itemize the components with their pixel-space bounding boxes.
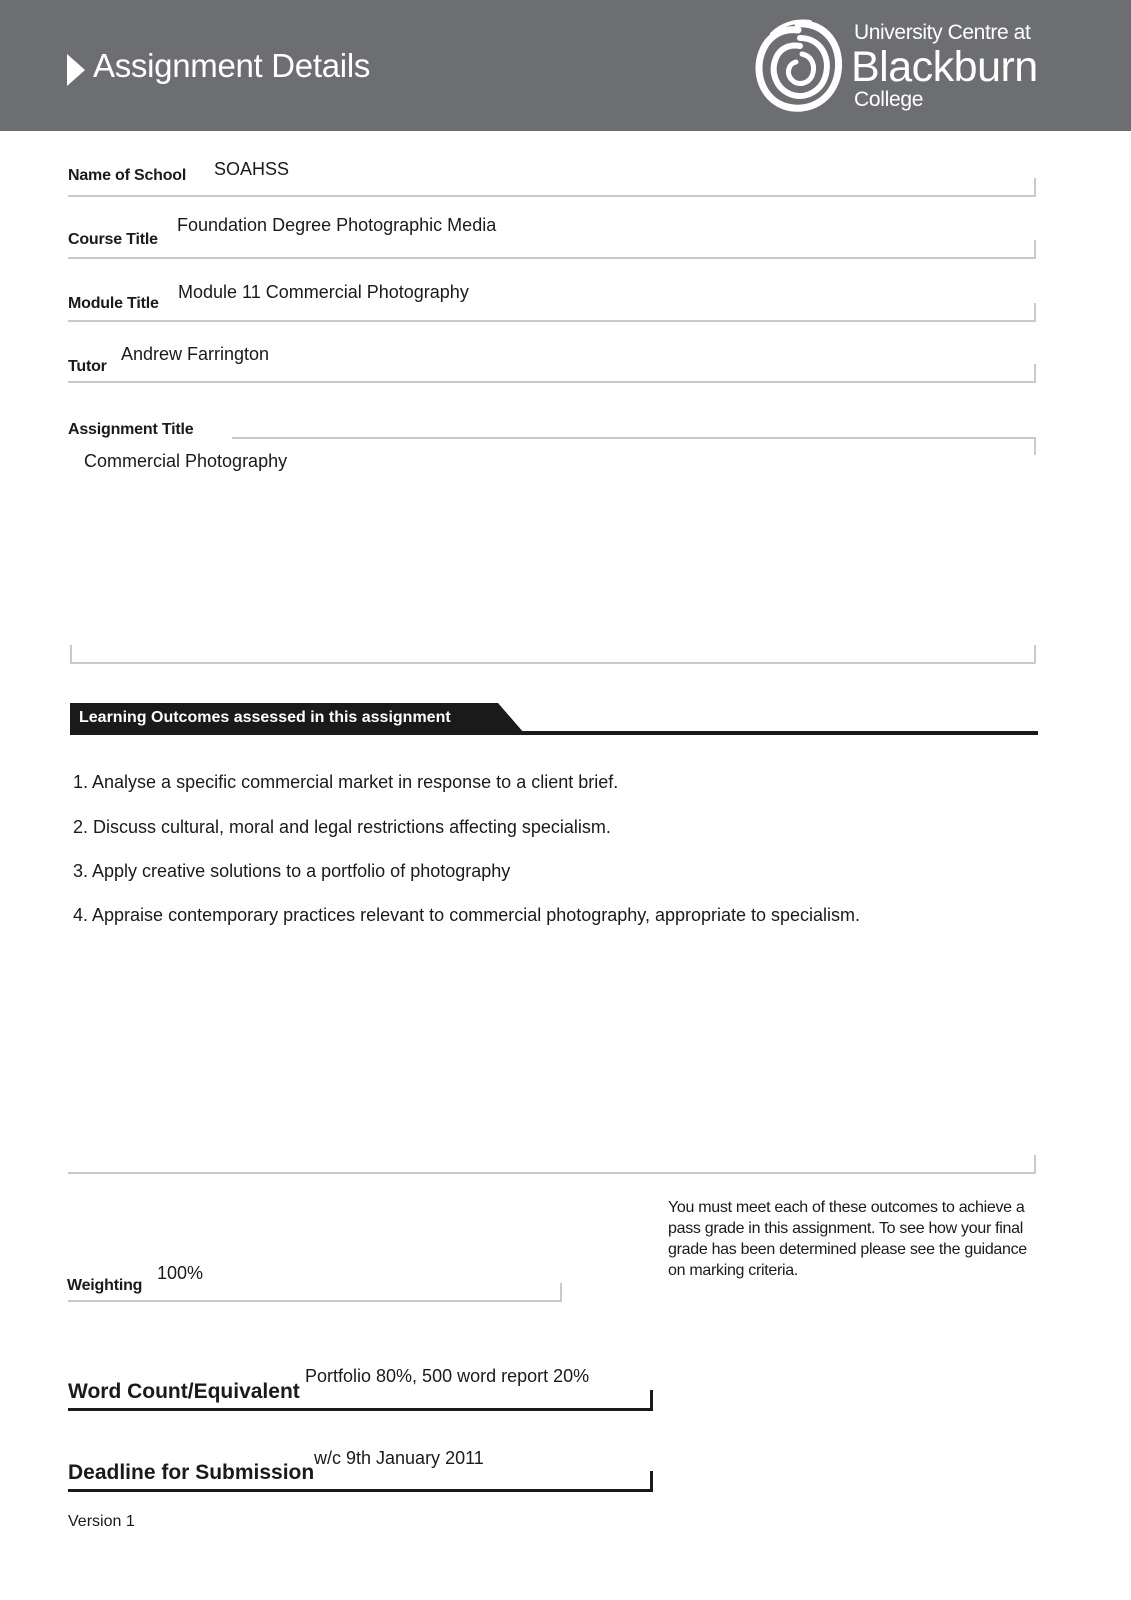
tutor-underline-end xyxy=(1034,364,1036,382)
deadline-label: Deadline for Submission xyxy=(68,1461,315,1484)
page-title: Assignment Details xyxy=(93,47,371,84)
tutor-label: Tutor xyxy=(68,358,107,375)
deadline-underline xyxy=(68,1489,653,1492)
outcome-item: 4. Appraise contemporary practices relevant to commercial photography, appropriate to specialism. xyxy=(73,905,861,925)
logo-text-college: College xyxy=(854,88,924,111)
outcome-item: 2. Discuss cultural, moral and legal restrictions affecting specialism. xyxy=(73,817,611,837)
version-text: Version 1 xyxy=(68,1513,135,1530)
word-count-underline-end xyxy=(650,1390,653,1411)
course-value: Foundation Degree Photographic Media xyxy=(177,215,497,235)
school-value: SOAHSS xyxy=(214,159,290,179)
school-underline-end xyxy=(1034,178,1036,196)
assignment-title-rule-end xyxy=(1034,437,1036,455)
spiral-logo-icon xyxy=(752,16,844,116)
word-count-value: Portfolio 80%, 500 word report 20% xyxy=(305,1366,590,1386)
module-label: Module Title xyxy=(68,295,159,312)
assignment-title-rule xyxy=(232,437,1036,439)
assignment-title-value: Commercial Photography xyxy=(84,451,288,471)
outcome-item: 1. Analyse a specific commercial market in response to a client brief. xyxy=(73,772,619,792)
weighting-underline-end xyxy=(560,1283,562,1301)
learning-outcomes-heading: Learning Outcomes assessed in this assignment xyxy=(79,709,451,726)
weighting-underline xyxy=(68,1300,562,1302)
module-underline-end xyxy=(1034,303,1036,321)
outcomes-box-right-edge xyxy=(1034,1155,1036,1173)
assignment-box-right-edge xyxy=(1034,645,1036,663)
word-count-label: Word Count/Equivalent xyxy=(68,1380,300,1403)
deadline-underline-end xyxy=(650,1471,653,1492)
module-value: Module 11 Commercial Photography xyxy=(178,282,469,302)
course-underline-end xyxy=(1034,240,1036,258)
play-arrow-icon xyxy=(67,54,85,86)
outcomes-box-bottom xyxy=(68,1172,1036,1174)
learning-outcomes-rule xyxy=(70,731,1038,735)
school-underline xyxy=(68,195,1036,197)
tutor-value: Andrew Farrington xyxy=(121,344,270,364)
outcome-item: 3. Apply creative solutions to a portfolio of photography xyxy=(73,861,511,881)
word-count-underline xyxy=(68,1408,653,1411)
weighting-value: 100% xyxy=(157,1263,204,1283)
assignment-box-bottom xyxy=(70,662,1036,664)
module-underline xyxy=(68,320,1036,322)
logo-text-blackburn: Blackburn xyxy=(851,43,1038,91)
weighting-label: Weighting xyxy=(67,1277,143,1294)
tutor-underline xyxy=(68,381,1036,383)
assignment-title-label: Assignment Title xyxy=(68,421,194,438)
assignment-box-left-edge xyxy=(70,645,72,663)
pass-grade-note: You must meet each of these outcomes to achieve a pass grade in this assignment. To see how your final grade has been determined please see the guidance on marking criteria. xyxy=(668,1199,1027,1279)
school-label: Name of School xyxy=(68,167,187,184)
logo-text-university-centre: University Centre at xyxy=(854,21,1031,44)
deadline-value: w/c 9th January 2011 xyxy=(314,1448,484,1468)
course-underline xyxy=(68,257,1036,259)
course-label: Course Title xyxy=(68,231,158,248)
